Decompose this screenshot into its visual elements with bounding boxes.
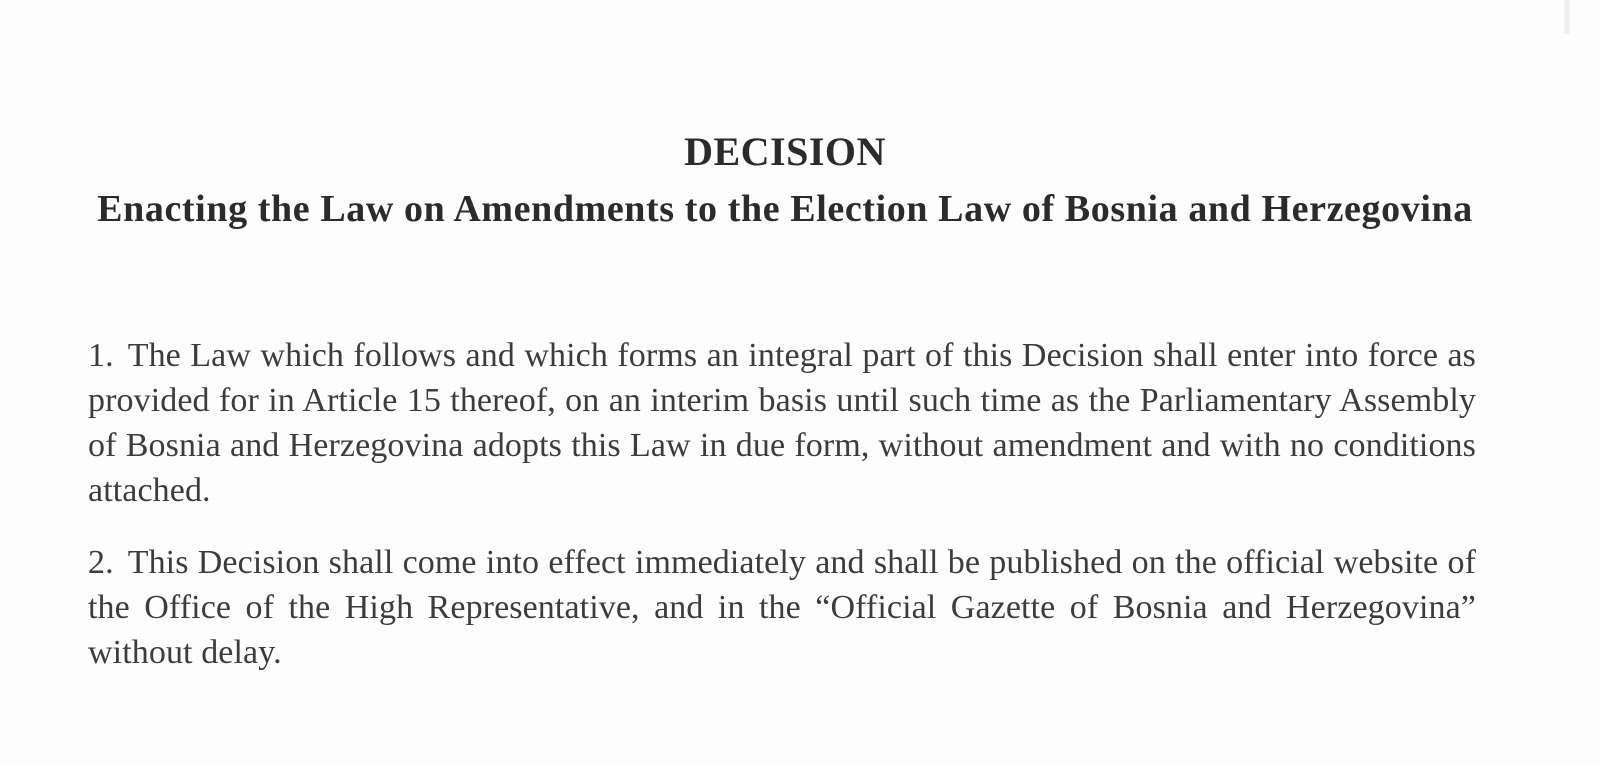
document-subtitle: Enacting the Law on Amendments to the Election Law of Bosnia and Herzegovina — [97, 188, 1473, 230]
paragraph-text: The Law which follows and which forms an integral part of this Decision shall enter into force as provided for in Article 15 thereof, on an interim basis until such time as the Parliamentary Assembly of Bosnia and Herzegovina adopts this Law in due form, without amendment and with no conditions attached. — [88, 337, 1476, 509]
paragraph-1 — [88, 333, 1476, 513]
paragraph-text: This Decision shall come into effect immediately and shall be published on the official website of the Office of the High Representative, and in the “Official Gazette of Bosnia and Herzegovina” without delay. — [88, 544, 1476, 671]
document-title: DECISION — [684, 129, 886, 174]
paragraph-2 — [88, 540, 1476, 675]
paragraph-number: 1. — [88, 337, 114, 374]
scan-edge-shadow — [1564, 0, 1570, 34]
paragraph-number: 2. — [88, 544, 114, 581]
